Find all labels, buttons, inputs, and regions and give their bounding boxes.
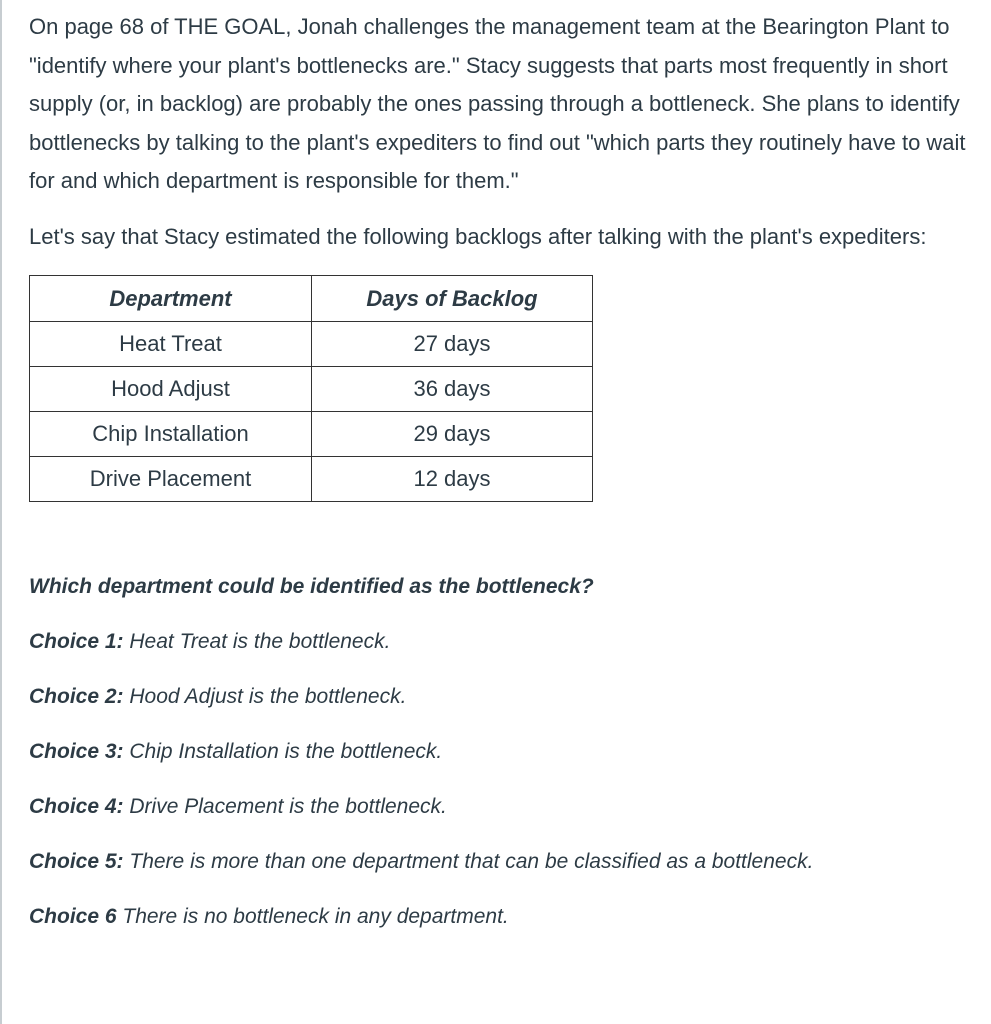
choice-label: Choice 6 xyxy=(29,905,117,928)
choice-5 xyxy=(29,847,979,877)
cell-department: Drive Placement xyxy=(30,457,312,502)
cell-backlog: 27 days xyxy=(312,322,593,367)
table-row xyxy=(30,322,593,367)
cell-department: Heat Treat xyxy=(30,322,312,367)
choice-text: There is more than one department that can be classified as a bottleneck. xyxy=(129,850,814,873)
choice-text: Drive Placement is the bottleneck. xyxy=(129,795,447,818)
question-prompt: Which department could be identified as the bottleneck? xyxy=(29,575,594,598)
cell-backlog: 12 days xyxy=(312,457,593,502)
choice-text: Chip Installation is the bottleneck. xyxy=(129,740,443,763)
intro-paragraph: On page 68 of THE GOAL, Jonah challenges the management team at the Bearington Plant to "identify where your plant's bottlenecks are." Stacy suggests that parts most frequently in short supply (or, in backlog) are probably the ones passing through a bottleneck. She plans to identify bottlenecks by talking to the plant's expediters to find out "which parts they routinely have to wait for and which department is responsible for them." xyxy=(29,14,966,193)
header-department: Department xyxy=(30,276,312,322)
choice-3 xyxy=(29,737,979,767)
table-row xyxy=(30,412,593,457)
cell-backlog: 36 days xyxy=(312,367,593,412)
choice-label: Choice 1: xyxy=(29,630,124,653)
cell-department: Hood Adjust xyxy=(30,367,312,412)
cell-backlog: 29 days xyxy=(312,412,593,457)
choice-label: Choice 4: xyxy=(29,795,124,818)
choice-text: There is no bottleneck in any department. xyxy=(122,905,509,928)
table-header-row xyxy=(30,276,593,322)
choice-label: Choice 2: xyxy=(29,685,124,708)
choice-text: Heat Treat is the bottleneck. xyxy=(129,630,391,653)
choice-6 xyxy=(29,902,979,932)
choice-label: Choice 5: xyxy=(29,850,124,873)
table-row xyxy=(30,457,593,502)
cell-department: Chip Installation xyxy=(30,412,312,457)
choice-label: Choice 3: xyxy=(29,740,124,763)
choice-4 xyxy=(29,792,979,822)
header-days-of-backlog: Days of Backlog xyxy=(312,276,593,322)
choice-1 xyxy=(29,627,979,657)
backlog-table xyxy=(29,275,593,502)
question-content xyxy=(29,0,979,932)
table-row xyxy=(30,367,593,412)
lead-paragraph: Let's say that Stacy estimated the following backlogs after talking with the plant's expediters: xyxy=(29,223,927,249)
left-border xyxy=(0,0,2,1024)
choice-2 xyxy=(29,682,979,712)
choice-text: Hood Adjust is the bottleneck. xyxy=(129,685,407,708)
